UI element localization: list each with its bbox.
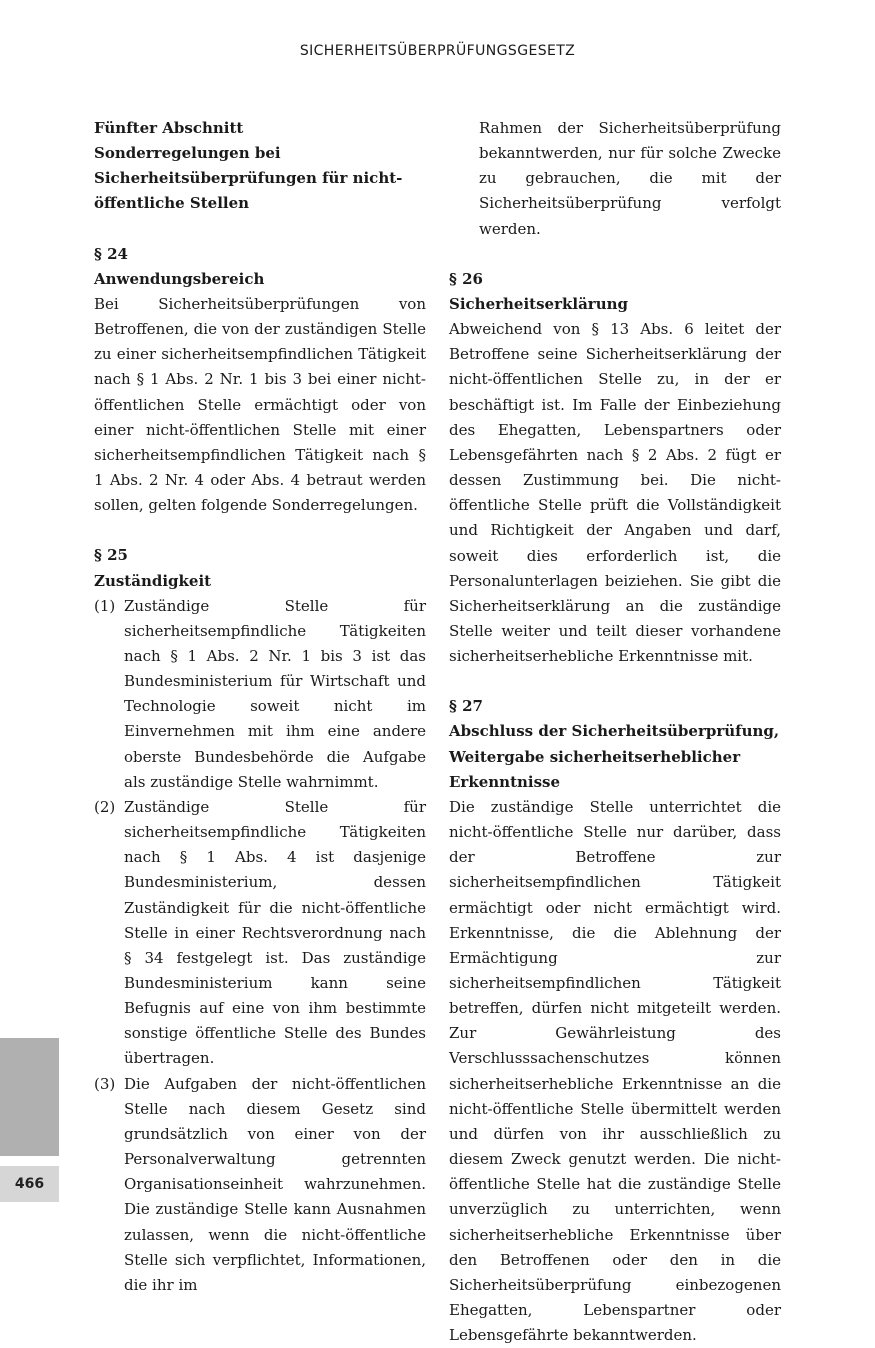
section-25-number: § 25 xyxy=(94,546,128,565)
section-26-number: § 26 xyxy=(449,269,483,288)
page-edge-marker xyxy=(0,1038,59,1156)
section-24-number: § 24 xyxy=(94,244,128,263)
page-number: 466 xyxy=(0,1166,59,1202)
section-25-title: Zuständigkeit xyxy=(94,571,212,590)
section-24-title: Anwendungsbereich xyxy=(94,269,265,288)
section-27-number: § 27 xyxy=(449,697,483,716)
list-item-text: Zuständige Stelle für sicherheitsempfindliche Tätigkeiten nach § 1 Abs. 2 Nr. 1 bis 3 ist das Bundesministerium für Wirtschaft und Technologie soweit nicht im Einvernehmen mit ihm eine andere oberste Bundesbehörde die Aufgabe als zuständige Stelle wahrnimmt. xyxy=(124,596,426,791)
list-item xyxy=(94,795,426,1072)
list-item xyxy=(94,594,426,795)
chapter-title: Sonderregelungen bei Sicherheitsüberprüfungen für nicht-öffentliche Stellen xyxy=(94,144,403,213)
list-item-number: (2) xyxy=(94,797,116,816)
list-item-text: Die Aufgaben der nicht-öffentlichen Stelle nach diesem Gesetz sind grundsätzlich von einer von der Personalverwaltung getrennten Organisationseinheit wahrzunehmen. Die zuständige Stelle kann Ausnahmen zulassen, wenn die nicht-öffentliche Stelle sich verpflichtet, Informationen, die ihr im xyxy=(124,1074,426,1294)
list-item xyxy=(94,1072,426,1298)
list-item-number: (1) xyxy=(94,596,116,615)
list-item-number: (3) xyxy=(94,1074,116,1093)
section-27-title: Abschluss der Sicherheitsüberprüfung, Weitergabe sicherheitserheblicher Erkenntnisse xyxy=(449,722,780,791)
section-26-text: Abweichend von § 13 Abs. 6 leitet der Betroffene seine Sicherheitserklärung der nicht-öffentlichen Stelle zu, in der er beschäftigt ist. Im Falle der Einbeziehung des Ehegatten, Lebenspartners oder Lebensgefährten nach § 2 Abs. 2 fügt er dessen Zustimmung bei. Die nicht-öffentliche Stelle prüft die Vollständigkeit und Richtigkeit der Angaben und darf, soweit dies erforderlich ist, die Personalunterlagen beiziehen. Sie gibt die Sicherheitserklärung an die zuständige Stelle weiter und teilt dieser vorhandene sicherheitserhebliche Erkenntnisse mit. xyxy=(449,320,781,666)
running-head: SICHERHEITSÜBERPRÜFUNGSGESETZ xyxy=(299,43,576,59)
left-column xyxy=(94,116,426,1298)
chapter-label: Fünfter Abschnitt xyxy=(94,119,244,137)
section-26-title: Sicherheitserklärung xyxy=(449,294,628,313)
right-column xyxy=(449,116,781,1348)
list-item-continuation: Rahmen der Sicherheitsüberprüfung bekanntwerden, nur für solche Zwecke zu gebrauchen, die mit der Sicherheitsüberprüfung verfolgt werden. xyxy=(479,119,781,238)
section-25-list xyxy=(94,594,426,1298)
list-item-text: Zuständige Stelle für sicherheitsempfindliche Tätigkeiten nach § 1 Abs. 4 ist dasjenige Bundesministerium, dessen Zuständigkeit für die nicht-öffentliche Stelle in einer Rechtsverordnung nach § 34 festgelegt ist. Das zuständige Bundesministerium kann seine Befugnis auf eine von ihm bestimmte sonstige öffentliche Stelle des Bundes übertragen. xyxy=(124,797,426,1068)
section-24-text: Bei Sicherheitsüberprüfungen von Betroffenen, die von der zuständigen Stelle zu einer sicherheitsempfindlichen Tätigkeit nach § 1 Abs. 2 Nr. 1 bis 3 bei einer nicht-öffentlichen Stelle ermächtigt oder von einer nicht-öffentlichen Stelle mit einer sicherheitsempfindlichen Tätigkeit nach § 1 Abs. 2 Nr. 4 oder Abs. 4 betraut werden sollen, gelten folgende Sonderregelungen. xyxy=(94,294,426,515)
section-27-text: Die zuständige Stelle unterrichtet die nicht-öffentliche Stelle nur darüber, dass der Betroffene zur sicherheitsempfindlichen Tätigkeit ermächtigt oder nicht ermächtigt wird. Erkenntnisse, die die Ablehnung der Ermächtigung zur sicherheitsempfindlichen Tätigkeit betreffen, dürfen nicht mitgeteilt werden. Zur Gewährleistung des Verschlusssachenschutzes können sicherheitserhebliche Erkenntnisse an die nicht-öffentliche Stelle übermittelt werden und dürfen von ihr ausschließlich zu diesem Zweck genutzt werden. Die nicht-öffentliche Stelle hat die zuständige Stelle unverzüglich zu unterrichten, wenn sicherheitserhebliche Erkenntnisse über den Betroffenen oder den in die Sicherheitsüberprüfung einbezogenen Ehegatten, Lebenspartner oder Lebensgefährte bekanntwerden. xyxy=(449,797,781,1345)
